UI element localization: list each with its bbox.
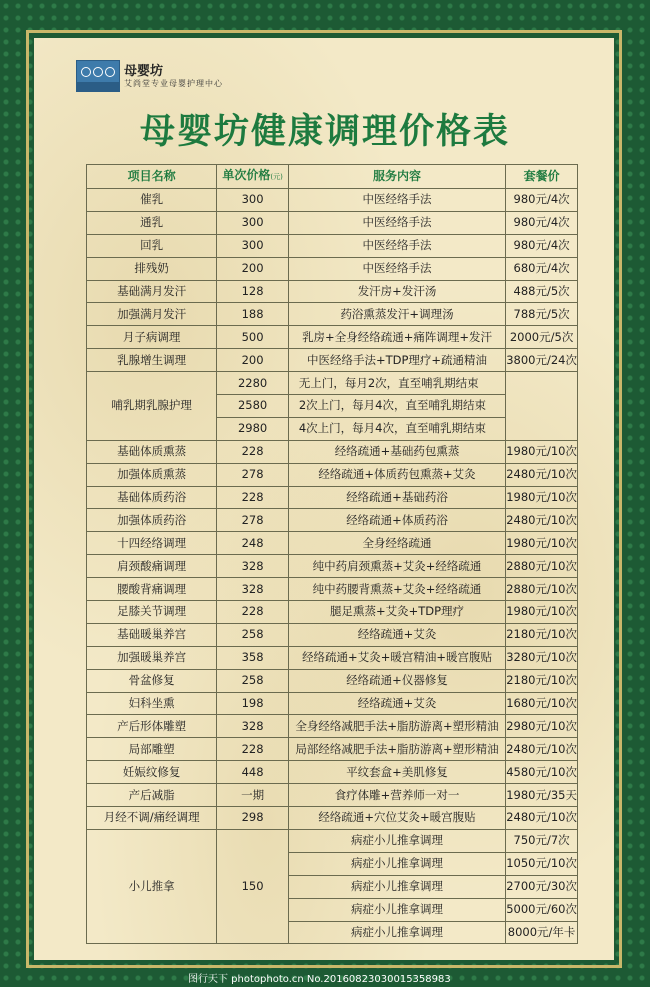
- service-content: 4次上门，每月4次，直至哺乳期结束: [288, 417, 505, 440]
- package-price: 4580元/10次: [506, 761, 578, 784]
- service-content: 中医经络手法: [288, 257, 505, 280]
- page-title: 母婴坊健康调理价格表: [139, 112, 510, 152]
- package-price: 750元/7次: [506, 829, 578, 852]
- unit-price: 258: [217, 623, 289, 646]
- unit-price: 188: [217, 303, 289, 326]
- item-name: 哺乳期乳腺护理: [87, 372, 217, 441]
- table-row: [87, 189, 578, 212]
- unit-price: 300: [217, 211, 289, 234]
- unit-price: 228: [217, 738, 289, 761]
- package-price: 1980元/10次: [506, 440, 578, 463]
- package-price: 2180元/10次: [506, 623, 578, 646]
- service-content: 经络疏通+体质药包熏蒸+艾灸: [288, 463, 505, 486]
- item-name: 通乳: [87, 211, 217, 234]
- item-name: 小儿推拿: [87, 829, 217, 943]
- table-row: [87, 692, 578, 715]
- service-content: 病症小儿推拿调理: [288, 852, 505, 875]
- package-price: 1050元/10次: [506, 852, 578, 875]
- item-name: 催乳: [87, 189, 217, 212]
- unit-price: 248: [217, 532, 289, 555]
- table-row: [87, 578, 578, 601]
- unit-price: 328: [217, 715, 289, 738]
- service-content: 发汗房+发汗汤: [288, 280, 505, 303]
- unit-price: 358: [217, 646, 289, 669]
- package-price: 8000元/年卡: [506, 921, 578, 944]
- table-row: [87, 829, 578, 852]
- unit-price: 328: [217, 578, 289, 601]
- table-row: [87, 807, 578, 830]
- service-content: 经络疏通+艾灸+暖宫精油+暖宫腹贴: [288, 646, 505, 669]
- item-name: 基础暖巢养宫: [87, 623, 217, 646]
- table-row: [87, 784, 578, 807]
- unit-price: 198: [217, 692, 289, 715]
- package-price: 2480元/10次: [506, 807, 578, 830]
- table-row: [87, 555, 578, 578]
- package-price: 2000元/5次: [506, 326, 578, 349]
- table-row: [87, 303, 578, 326]
- item-name: 加强体质熏蒸: [87, 463, 217, 486]
- service-content: 中医经络手法: [288, 211, 505, 234]
- unit-price: 200: [217, 349, 289, 372]
- table-row: [87, 715, 578, 738]
- item-name: 基础体质熏蒸: [87, 440, 217, 463]
- service-content: 乳房+全身经络疏通+痛阵调理+发汗: [288, 326, 505, 349]
- watermark: 图行天下 photophoto.cn No.20160823030015358983: [188, 974, 451, 985]
- item-name: 骨盆修复: [87, 669, 217, 692]
- package-price: 2480元/10次: [506, 463, 578, 486]
- unit-price: 448: [217, 761, 289, 784]
- service-content: 中医经络手法+TDP理疗+疏通精油: [288, 349, 505, 372]
- package-price: 2480元/10次: [506, 509, 578, 532]
- package-price: 3280元/10次: [506, 646, 578, 669]
- package-price: 2700元/30次: [506, 875, 578, 898]
- table-row: [87, 646, 578, 669]
- item-name: 基础体质药浴: [87, 486, 217, 509]
- service-content: 经络疏通+基础药浴: [288, 486, 505, 509]
- unit-price: 278: [217, 463, 289, 486]
- table-row: [87, 211, 578, 234]
- item-name: 妊娠纹修复: [87, 761, 217, 784]
- service-content: 中医经络手法: [288, 189, 505, 212]
- package-price: 5000元/60次: [506, 898, 578, 921]
- service-content: 腿足熏蒸+艾灸+TDP理疗: [288, 601, 505, 624]
- table-row: [87, 509, 578, 532]
- package-price: 2880元/10次: [506, 555, 578, 578]
- item-name: 加强体质药浴: [87, 509, 217, 532]
- item-name: 月经不调/痛经调理: [87, 807, 217, 830]
- package-price: 2880元/10次: [506, 578, 578, 601]
- table-row: [87, 280, 578, 303]
- service-content: 纯中药肩颈熏蒸+艾灸+经络疏通: [288, 555, 505, 578]
- item-name: 加强暖巢养宫: [87, 646, 217, 669]
- service-content: 食疗体雕+营养师一对一: [288, 784, 505, 807]
- unit-price: 228: [217, 440, 289, 463]
- service-content: 平纹套盒+美肌修复: [288, 761, 505, 784]
- brand-slogan: 艾尚堂专业母婴护理中心: [124, 79, 223, 88]
- table-row: [87, 532, 578, 555]
- item-name: 肩颈酸痛调理: [87, 555, 217, 578]
- item-name: 产后减脂: [87, 784, 217, 807]
- unit-price: 200: [217, 257, 289, 280]
- unit-price: 278: [217, 509, 289, 532]
- table-row: [87, 234, 578, 257]
- unit-price: 500: [217, 326, 289, 349]
- package-price: 2180元/10次: [506, 669, 578, 692]
- unit-price: 228: [217, 601, 289, 624]
- table-row: [87, 372, 578, 395]
- service-content: 病症小儿推拿调理: [288, 875, 505, 898]
- service-content: 中医经络手法: [288, 234, 505, 257]
- package-price: 1980元/10次: [506, 486, 578, 509]
- table-row: [87, 440, 578, 463]
- unit-price: 一期: [217, 784, 289, 807]
- service-content: 病症小儿推拿调理: [288, 829, 505, 852]
- table-row: [87, 486, 578, 509]
- table-header-row: [87, 165, 578, 189]
- header-unit-price-label: 单次价格: [222, 168, 271, 182]
- header-unit-price: [217, 165, 289, 189]
- table-row: [87, 257, 578, 280]
- item-name: 乳腺增生调理: [87, 349, 217, 372]
- item-name: 基础满月发汗: [87, 280, 217, 303]
- service-content: 2次上门，每月4次，直至哺乳期结束: [288, 395, 505, 418]
- item-name: 排残奶: [87, 257, 217, 280]
- package-price: 3800元/24次: [506, 349, 578, 372]
- item-name: 回乳: [87, 234, 217, 257]
- unit-price: 2280: [217, 372, 289, 395]
- unit-price: 228: [217, 486, 289, 509]
- table-row: [87, 623, 578, 646]
- service-content: 经络疏通+艾灸: [288, 692, 505, 715]
- unit-price: 150: [217, 829, 289, 943]
- package-price: 1980元/10次: [506, 601, 578, 624]
- header-package: 套餐价: [506, 165, 578, 189]
- table-row: [87, 669, 578, 692]
- package-price: 488元/5次: [506, 280, 578, 303]
- item-name: 十四经络调理: [87, 532, 217, 555]
- table-row: [87, 601, 578, 624]
- package-price: 1980元/10次: [506, 532, 578, 555]
- header-price-unit: (元): [270, 173, 283, 181]
- service-content: 经络疏通+基础药包熏蒸: [288, 440, 505, 463]
- header-item-name: 项目名称: [87, 165, 217, 189]
- service-content: 经络疏通+穴位艾灸+暖宫腹贴: [288, 807, 505, 830]
- table-row: [87, 738, 578, 761]
- package-price: 788元/5次: [506, 303, 578, 326]
- service-content: 全身经络减肥手法+脂肪游离+塑形精油: [288, 715, 505, 738]
- unit-price: 328: [217, 555, 289, 578]
- package-price: 980元/4次: [506, 234, 578, 257]
- service-content: 药浴熏蒸发汗+调理汤: [288, 303, 505, 326]
- service-content: 局部经络减肥手法+脂肪游离+塑形精油: [288, 738, 505, 761]
- package-price: 2980元/10次: [506, 715, 578, 738]
- unit-price: 2580: [217, 395, 289, 418]
- table-row: [87, 326, 578, 349]
- item-name: 加强满月发汗: [87, 303, 217, 326]
- unit-price: 300: [217, 234, 289, 257]
- table-row: [87, 349, 578, 372]
- service-content: 经络疏通+仪器修复: [288, 669, 505, 692]
- unit-price: 300: [217, 189, 289, 212]
- brand-name: 母婴坊: [124, 64, 164, 79]
- item-name: 腰酸背痛调理: [87, 578, 217, 601]
- item-name: 产后形体雕塑: [87, 715, 217, 738]
- service-content: 病症小儿推拿调理: [288, 921, 505, 944]
- service-content: 经络疏通+艾灸: [288, 623, 505, 646]
- service-content: 经络疏通+体质药浴: [288, 509, 505, 532]
- item-name: 足膝关节调理: [87, 601, 217, 624]
- service-content: 纯中药腰背熏蒸+艾灸+经络疏通: [288, 578, 505, 601]
- package-price: 680元/4次: [506, 257, 578, 280]
- package-price: 1980元/35天: [506, 784, 578, 807]
- package-price: 2480元/10次: [506, 738, 578, 761]
- unit-price: 298: [217, 807, 289, 830]
- price-table: [86, 164, 578, 944]
- item-name: 月子病调理: [87, 326, 217, 349]
- brand-logo-icon: [76, 60, 120, 92]
- header-service: 服务内容: [288, 165, 505, 189]
- package-price: 1680元/10次: [506, 692, 578, 715]
- service-content: 病症小儿推拿调理: [288, 898, 505, 921]
- package-price: 980元/4次: [506, 211, 578, 234]
- service-content: 无上门，每月2次，直至哺乳期结束: [288, 372, 505, 395]
- item-name: 局部雕塑: [87, 738, 217, 761]
- unit-price: 128: [217, 280, 289, 303]
- item-name: 妇科坐熏: [87, 692, 217, 715]
- package-price: 980元/4次: [506, 189, 578, 212]
- unit-price: 2980: [217, 417, 289, 440]
- table-row: [87, 761, 578, 784]
- unit-price: 258: [217, 669, 289, 692]
- table-row: [87, 463, 578, 486]
- service-content: 全身经络疏通: [288, 532, 505, 555]
